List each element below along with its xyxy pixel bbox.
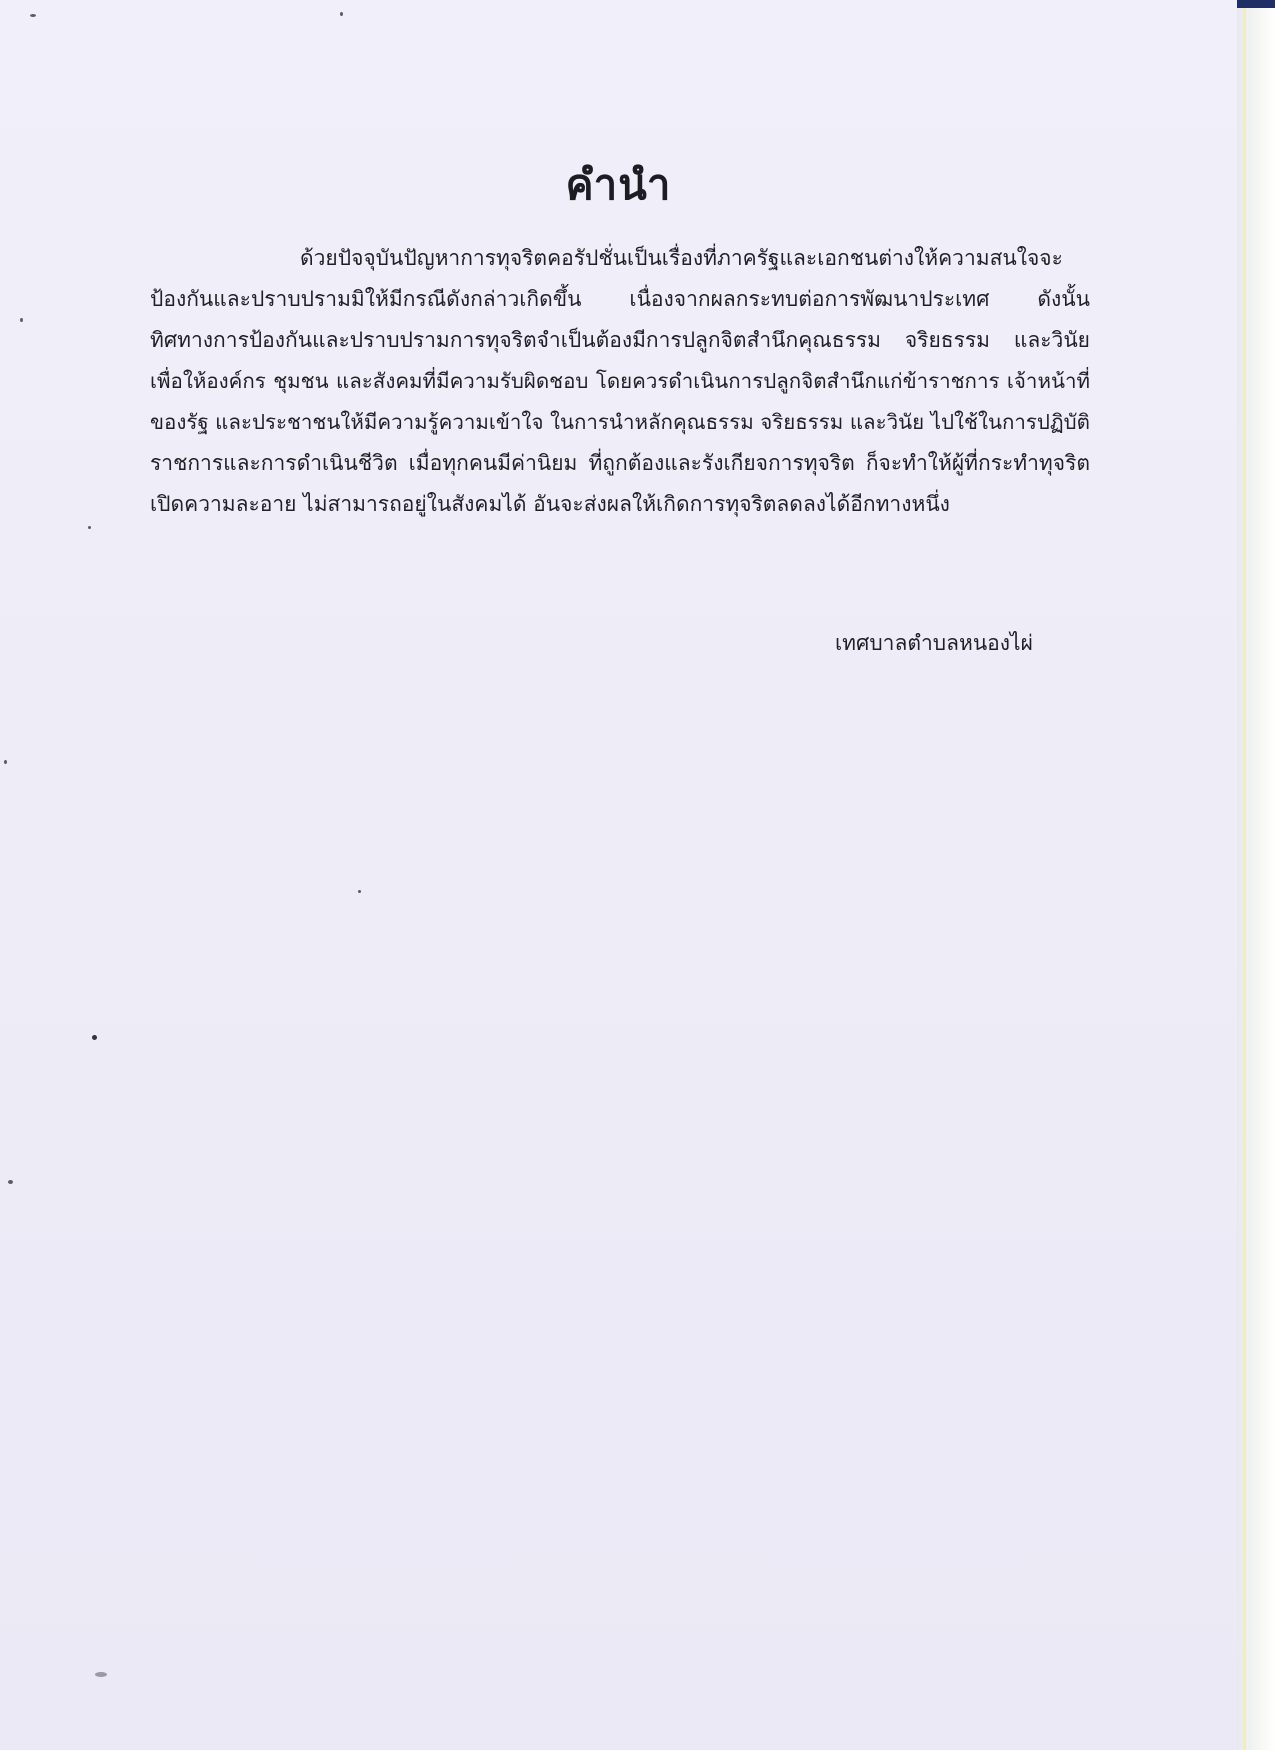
page-title: คำนำ — [565, 160, 672, 209]
scan-speck — [30, 14, 36, 17]
signature-organization: เทศบาลตำบลหนองไผ่ — [835, 631, 1033, 655]
scan-edge-line — [1243, 8, 1246, 1750]
scan-speck — [20, 318, 23, 322]
scan-speck — [358, 890, 361, 893]
scan-speck — [95, 1672, 107, 1677]
paragraph-line: ทิศทางการป้องกันและปราบปรามการทุจริตจำเป็นต้องมีการปลูกจิตสำนึกคุณธรรม จริยธรรม และวินัย — [150, 328, 1090, 352]
paragraph-line: ราชการและการดำเนินชีวิต เมื่อทุกคนมีค่านิยม ที่ถูกต้องและรังเกียจการทุจริต ก็จะทำให้ผู้ที่กระทำทุจริต — [150, 451, 1090, 475]
paragraph-line: ด้วยปัจจุบันปัญหาการทุจริตคอรัปชั่นเป็นเรื่องที่ภาครัฐและเอกชนต่างให้ความสนใจจะ — [300, 246, 1063, 270]
scan-corner-mark — [1237, 0, 1275, 8]
scan-speck — [4, 760, 7, 764]
scan-speck — [340, 12, 343, 16]
scan-speck — [92, 1035, 97, 1040]
scan-speck — [88, 526, 91, 529]
paragraph-line: ป้องกันและปราบปรามมิให้มีกรณีดังกล่าวเกิดขึ้น เนื่องจากผลกระทบต่อการพัฒนาประเทศ ดังนั้น — [150, 287, 1090, 311]
page-edge — [1237, 0, 1275, 1750]
paragraph-line: เพื่อให้องค์กร ชุมชน และสังคมที่มีความรับผิดชอบ โดยควรดำเนินการปลูกจิตสำนึกแก่ข้าราชการ เจ้าหน้าที่ — [150, 369, 1090, 393]
scan-speck — [8, 1180, 13, 1184]
foreword-paragraph — [150, 238, 1090, 525]
paragraph-line: ของรัฐ และประชาชนให้มีความรู้ความเข้าใจ ในการนำหลักคุณธรรม จริยธรรม และวินัย ไปใช้ในการปฏิบัติ — [150, 410, 1090, 434]
paragraph-line: เปิดความละอาย ไม่สามารถอยู่ในสังคมได้ อันจะส่งผลให้เกิดการทุจริตลดลงได้อีกทางหนึ่ง — [150, 492, 950, 516]
